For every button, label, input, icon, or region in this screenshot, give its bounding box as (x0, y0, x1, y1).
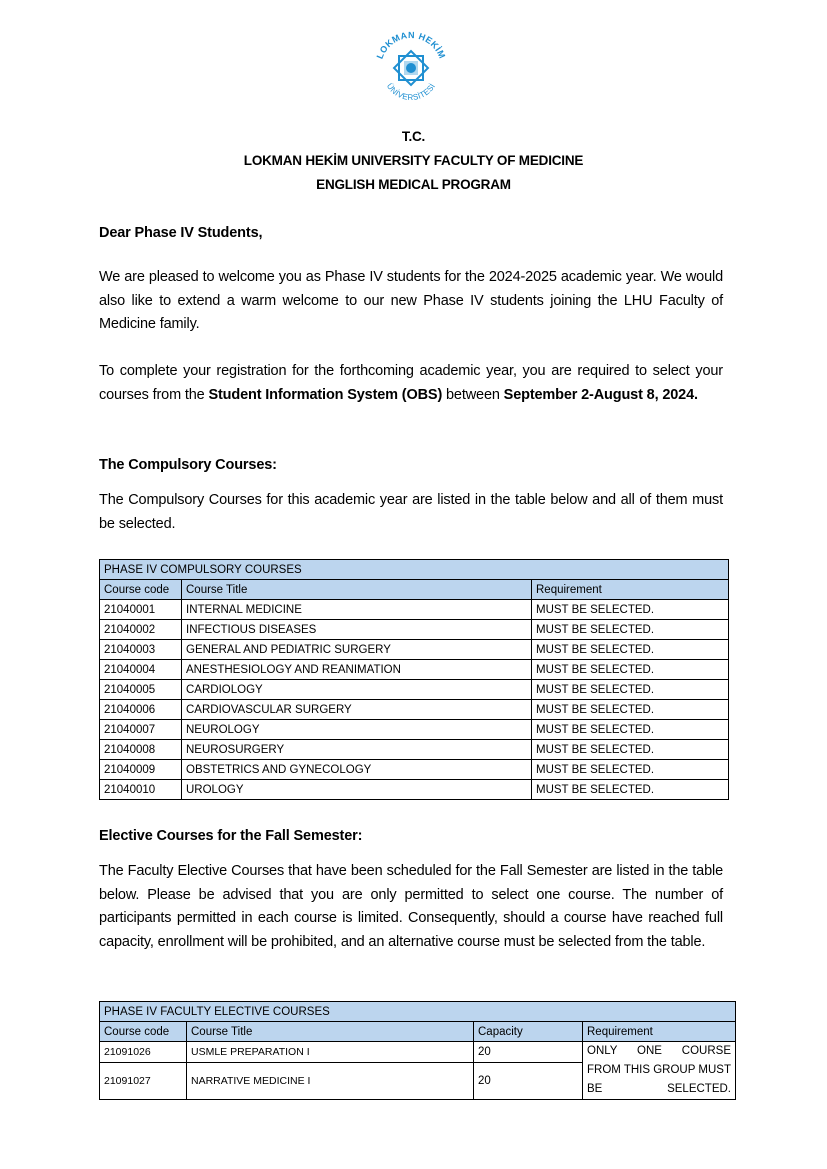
compulsory-heading: The Compulsory Courses: (99, 457, 277, 473)
table-row (100, 780, 729, 800)
welcome-paragraph: We are pleased to welcome you as Phase IV students for the 2024-2025 academic year. We would also like to extend a warm welcome to our new Phase IV students joining the LHU Faculty of Medicine family. (99, 269, 723, 332)
registration-dates: September 2-August 8, 2024. (503, 386, 698, 403)
course-requirement: MUST BE SELECTED. (532, 640, 729, 660)
compulsory-courses-table (99, 559, 729, 800)
course-capacity: 20 (474, 1042, 583, 1063)
column-header: Capacity (474, 1022, 583, 1042)
course-requirement: MUST BE SELECTED. (532, 720, 729, 740)
course-code: 21091027 (100, 1062, 187, 1099)
column-header: Course code (100, 580, 182, 600)
course-title: CARDIOVASCULAR SURGERY (182, 700, 532, 720)
table-row (100, 680, 729, 700)
table-row (100, 760, 729, 780)
course-code: 21040005 (100, 680, 182, 700)
course-title: NEUROSURGERY (182, 740, 532, 760)
table-row (100, 720, 729, 740)
column-header: Requirement (532, 580, 729, 600)
course-code: 21040007 (100, 720, 182, 740)
course-code: 21040010 (100, 780, 182, 800)
course-title: INTERNAL MEDICINE (182, 600, 532, 620)
course-code: 21091026 (100, 1042, 187, 1063)
course-code: 21040008 (100, 740, 182, 760)
course-title: UROLOGY (182, 780, 532, 800)
course-code: 21040002 (100, 620, 182, 640)
table-row (100, 620, 729, 640)
course-requirement: MUST BE SELECTED. (532, 760, 729, 780)
column-header: Requirement (583, 1022, 736, 1042)
header-university: LOKMAN HEKİM UNIVERSITY FACULTY OF MEDICINE (243, 153, 584, 168)
course-requirement: MUST BE SELECTED. (532, 600, 729, 620)
elective-table-title: PHASE IV FACULTY ELECTIVE COURSES (100, 1002, 736, 1022)
column-header: Course Title (187, 1022, 474, 1042)
course-requirement: MUST BE SELECTED. (532, 740, 729, 760)
course-title: USMLE PREPARATION I (187, 1042, 474, 1063)
elective-requirement: ONLY ONE COURSE FROM THIS GROUP MUST BE SELECTED. (583, 1042, 736, 1100)
course-title: ANESTHESIOLOGY AND REANIMATION (182, 660, 532, 680)
header-program: ENGLISH MEDICAL PROGRAM (316, 177, 511, 192)
column-header: Course Title (182, 580, 532, 600)
registration-paragraph (99, 360, 723, 407)
course-title: CARDIOLOGY (182, 680, 532, 700)
course-title: NARRATIVE MEDICINE I (187, 1062, 474, 1099)
course-requirement: MUST BE SELECTED. (532, 620, 729, 640)
course-title: GENERAL AND PEDIATRIC SURGERY (182, 640, 532, 660)
header-tc: T.C. (401, 129, 426, 144)
table-row (100, 640, 729, 660)
course-requirement: MUST BE SELECTED. (532, 700, 729, 720)
table-row (100, 600, 729, 620)
registration-text-2: between (442, 386, 504, 403)
university-logo (369, 26, 453, 110)
course-requirement: MUST BE SELECTED. (532, 680, 729, 700)
course-code: 21040009 (100, 760, 182, 780)
table-row (100, 1042, 736, 1063)
course-title: NEUROLOGY (182, 720, 532, 740)
course-capacity: 20 (474, 1062, 583, 1099)
registration-text-1: To complete your registration for the forthcoming academic year, you are required to select your courses from the (99, 363, 723, 403)
greeting: Dear Phase IV Students, (99, 225, 263, 241)
table-row (100, 660, 729, 680)
course-code: 21040006 (100, 700, 182, 720)
compulsory-table-title: PHASE IV COMPULSORY COURSES (100, 560, 729, 580)
compulsory-paragraph: The Compulsory Courses for this academic year are listed in the table below and all of them must be selected. (99, 492, 723, 532)
course-requirement: MUST BE SELECTED. (532, 660, 729, 680)
table-row (100, 740, 729, 760)
course-code: 21040004 (100, 660, 182, 680)
elective-courses-table (99, 1001, 736, 1100)
course-requirement: MUST BE SELECTED. (532, 780, 729, 800)
svg-text:LOKMAN HEKİM: LOKMAN HEKİM (374, 29, 448, 61)
table-row (100, 700, 729, 720)
elective-heading: Elective Courses for the Fall Semester: (99, 828, 363, 844)
course-code: 21040003 (100, 640, 182, 660)
course-title: OBSTETRICS AND GYNECOLOGY (182, 760, 532, 780)
svg-text:ÜNİVERSİTESİ: ÜNİVERSİTESİ (384, 81, 438, 103)
obs-name: Student Information System (OBS) (208, 386, 443, 403)
column-header: Course code (100, 1022, 187, 1042)
course-code: 21040001 (100, 600, 182, 620)
course-title: INFECTIOUS DISEASES (182, 620, 532, 640)
elective-paragraph: The Faculty Elective Courses that have been scheduled for the Fall Semester are listed in the table below. Please be advised that you are only permitted to select one course. The number of participants permitted in each course is limited. Consequently, should a course have reached full capacity, enrollment will be prohibited, and an alternative course must be selected from the table. (99, 863, 723, 950)
